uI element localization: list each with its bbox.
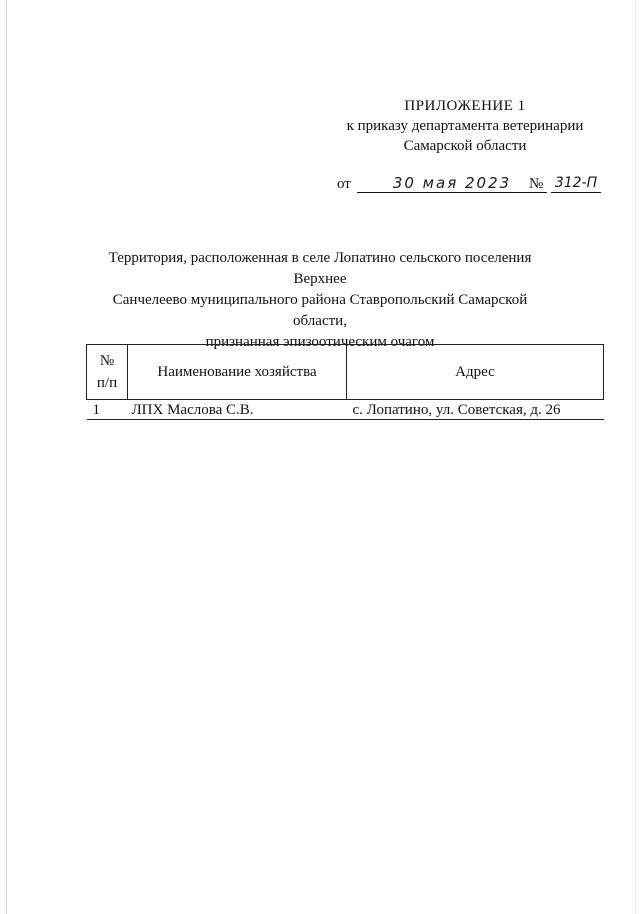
heading-line-1: Территория, расположенная в селе Лопатино сельского поселения Верхнее (108, 250, 532, 287)
header-number-line-2: п/п (96, 375, 118, 391)
header-number-line-1: № (99, 353, 115, 369)
heading-line-3: признанная эпизоотическим очагом (205, 334, 435, 350)
registry-table (86, 344, 604, 420)
order-number-label: № (529, 176, 544, 192)
header-address: Адрес (347, 345, 604, 400)
table-header-row (87, 345, 604, 400)
page-edge-left (6, 0, 7, 914)
appendix-line-2: Самарской области (403, 138, 527, 154)
appendix-header (330, 96, 600, 156)
header-number (87, 345, 128, 400)
appendix-line-1: к приказу департамента ветеринарии (346, 118, 584, 134)
page-edge-right (635, 0, 636, 914)
header-name: Наименование хозяйства (128, 345, 347, 400)
row-name: ЛПХ Маслова С.В. (128, 400, 347, 420)
appendix-title: ПРИЛОЖЕНИЕ 1 (404, 98, 526, 114)
order-date-handwritten: 30 мая 2023 (357, 172, 547, 193)
order-number-handwritten: 312-П (551, 172, 601, 193)
document-heading (90, 248, 550, 353)
order-reference (337, 172, 607, 196)
order-from-label: от (337, 176, 351, 192)
heading-line-2: Санчелеево муниципального района Ставропольский Самарской области, (112, 292, 528, 329)
row-number: 1 (87, 400, 128, 420)
table-row (87, 400, 604, 420)
row-address: с. Лопатино, ул. Советская, д. 26 (347, 400, 604, 420)
